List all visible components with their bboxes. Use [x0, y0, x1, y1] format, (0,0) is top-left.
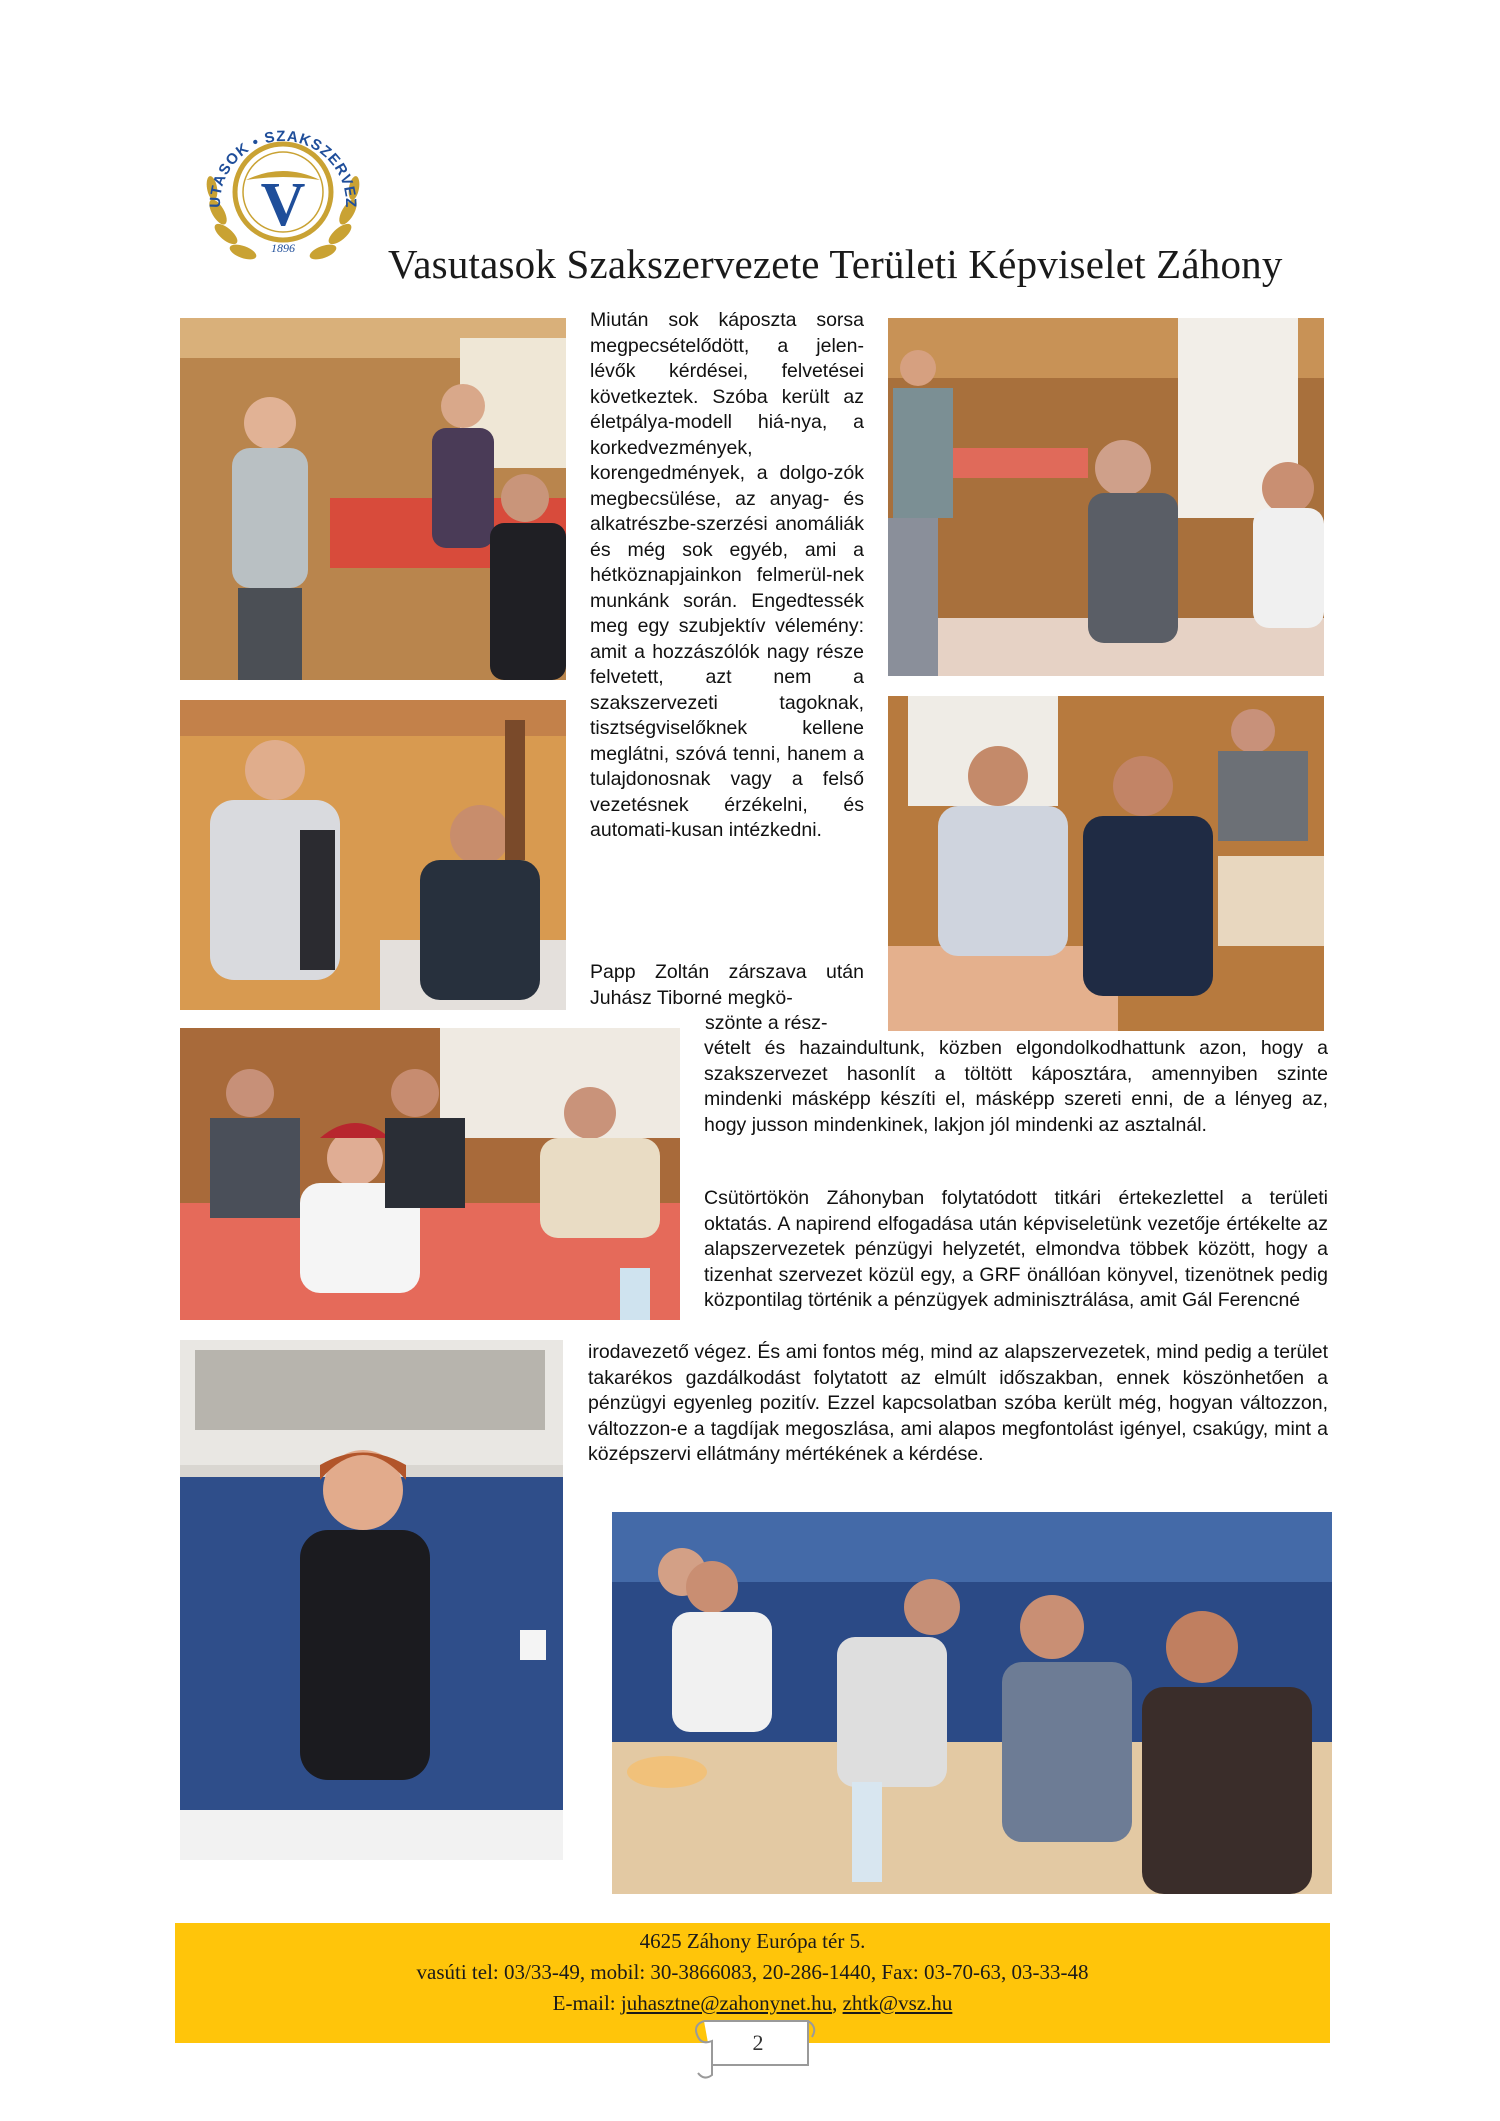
- article-paragraph-2-rest: vételt és hazaindultunk, közben elgondolkodhattunk azon, hogy a szakszervezet hasonlít a töltött káposztára, amennyiben szinte mindenki másképp készíti el, másképp szereti enni, de a lényeg az, hogy jusson mindenkinek, lakjon jól mindenki az asztalnál.: [704, 1037, 1328, 1136]
- footer-email-link-1[interactable]: juhasztne@zahonynet.hu: [620, 1991, 833, 2015]
- article-paragraph-3-text: Csütörtökön Záhonyban folytatódott titkári értekezlettel a területi oktatás. A napirend elfogadása után képviseletünk vezetője értékelte az alapszervezetek pénzügyi helyzetét, elmondva többek között, hogy a tizenhat szervezet közül egy, a GRF önállóan könyvel, tizenötnek pedig központilag történik a pénzügyek adminisztrálása, amit Gál Ferencné: [704, 1187, 1328, 1311]
- article-column-2-start: [590, 960, 864, 1011]
- logo-year: 1896: [271, 241, 295, 255]
- page-title: Vasutasok Szakszervezete Területi Képviselet Záhony: [388, 241, 1283, 287]
- logo-letter: V: [260, 171, 306, 239]
- article-paragraph-2-indent: szönte a rész-: [705, 1012, 828, 1034]
- footer-address: 4625 Záhony Európa tér 5.: [639, 1929, 866, 1953]
- page-number: 2: [752, 2030, 764, 2055]
- photo-table-group: [180, 1028, 680, 1320]
- union-logo: [188, 92, 378, 282]
- photo-speaker-gesturing: [180, 700, 566, 1010]
- article-paragraph-1: Miután sok káposzta sorsa megpecsételődött, a jelen-lévők kérdései, felvetései következtek. Szóba került az életpálya-modell hiá-nya, a korkedvezmények, korengedmények, a dolgo-zók megbecsülése, az anyag- és alkatrészbe-szerzési anomáliák és még sok egyéb, ami a hétköznapjainkon felmerül-nek munkánk során. Engedtessék meg egy szubjektív vélemény: amit a hozzászólók nagy része felvetett, azt nem a szakszervezeti tagoknak, tisztségviselőknek kellene meglátni, szóvá tenni, hanem a tulajdonosnak vagy a felső vezetésnek érzékelni, és automati-kusan intézkedni.: [590, 309, 864, 841]
- footer-email-link-2[interactable]: zhtk@vsz.hu: [842, 1991, 953, 2015]
- article-paragraph-3-bottom: [588, 1340, 1328, 1468]
- footer-email-separator: ,: [832, 1991, 843, 2015]
- article-column-2-rest: [704, 1036, 1328, 1138]
- article-paragraph-2-start: Papp Zoltán zárszava után Juhász Tiborné megkö-: [590, 961, 864, 1009]
- article-column-1: [590, 308, 864, 844]
- photo-seated-participants: [888, 696, 1324, 1031]
- article-column-2-indent: [705, 1011, 865, 1037]
- footer-phones: vasúti tel: 03/33-49, mobil: 30-3866083, 20-286-1440, Fax: 03-70-63, 03-33-48: [416, 1960, 1089, 1984]
- photo-meeting-standing: [180, 318, 566, 680]
- logo-arc-text: UTASOK • SZAKSZERVEZ: [206, 127, 360, 209]
- footer-email-label: E-mail:: [552, 1991, 621, 2015]
- photo-woman-speaking: [180, 1340, 563, 1860]
- photo-men-at-table: [612, 1512, 1332, 1894]
- article-paragraph-3-continued: irodavezető végez. És ami fontos még, mind az alapszervezetek, mind pedig a terület takarékos gazdálkodást folytatott az elmúlt időszakban, ennek köszönhetően a pénzügyi egyenleg pozitív. Ezzel kapcsolatban szóba került még, hogyan változzon, változzon-e a tagdíjak megoszlása, ami alapos megfontolást igényel, csakúgy, mint a középszervi ellátmány mértékének a kérdése.: [588, 1341, 1328, 1465]
- article-paragraph-3-top: [704, 1186, 1328, 1314]
- photo-table-discussion: [888, 318, 1324, 676]
